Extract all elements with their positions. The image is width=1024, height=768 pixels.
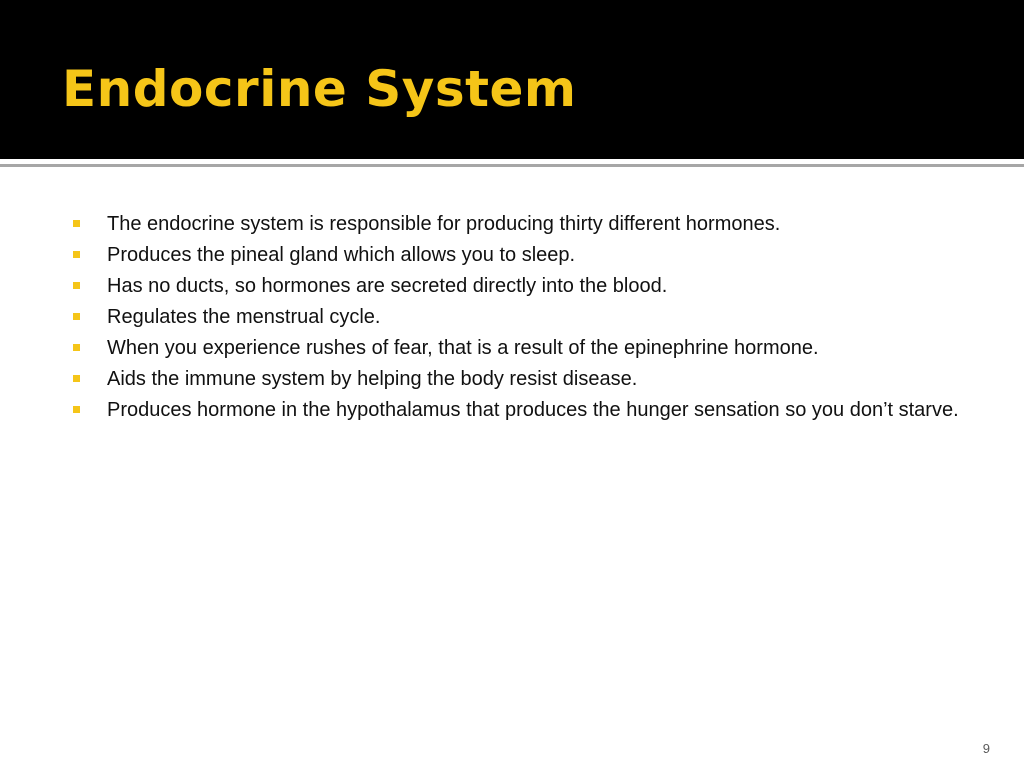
bullet-item <box>72 333 962 364</box>
bullet-item <box>72 395 962 426</box>
square-bullet-icon <box>73 313 80 320</box>
bullet-item <box>72 209 962 240</box>
title-divider <box>0 164 1024 167</box>
bullet-item <box>72 364 962 395</box>
bullet-list <box>72 209 962 426</box>
bullet-text: Produces hormone in the hypothalamus that produces the hunger sensation so you don’t starve. <box>107 399 959 421</box>
bullet-text: Has no ducts, so hormones are secreted directly into the blood. <box>107 275 668 297</box>
bullet-item <box>72 240 962 271</box>
bullet-item <box>72 302 962 333</box>
bullet-text: The endocrine system is responsible for producing thirty different hormones. <box>107 213 781 235</box>
square-bullet-icon <box>73 344 80 351</box>
slide-title: Endocrine System <box>62 60 577 118</box>
square-bullet-icon <box>73 375 80 382</box>
bullet-text: Regulates the menstrual cycle. <box>107 306 381 328</box>
bullet-text: Aids the immune system by helping the body resist disease. <box>107 368 638 390</box>
bullet-text: When you experience rushes of fear, that is a result of the epinephrine hormone. <box>107 337 819 359</box>
square-bullet-icon <box>73 282 80 289</box>
page-number: 9 <box>982 741 990 756</box>
square-bullet-icon <box>73 406 80 413</box>
bullet-text: Produces the pineal gland which allows you to sleep. <box>107 244 576 266</box>
square-bullet-icon <box>73 220 80 227</box>
square-bullet-icon <box>73 251 80 258</box>
bullet-item <box>72 271 962 302</box>
